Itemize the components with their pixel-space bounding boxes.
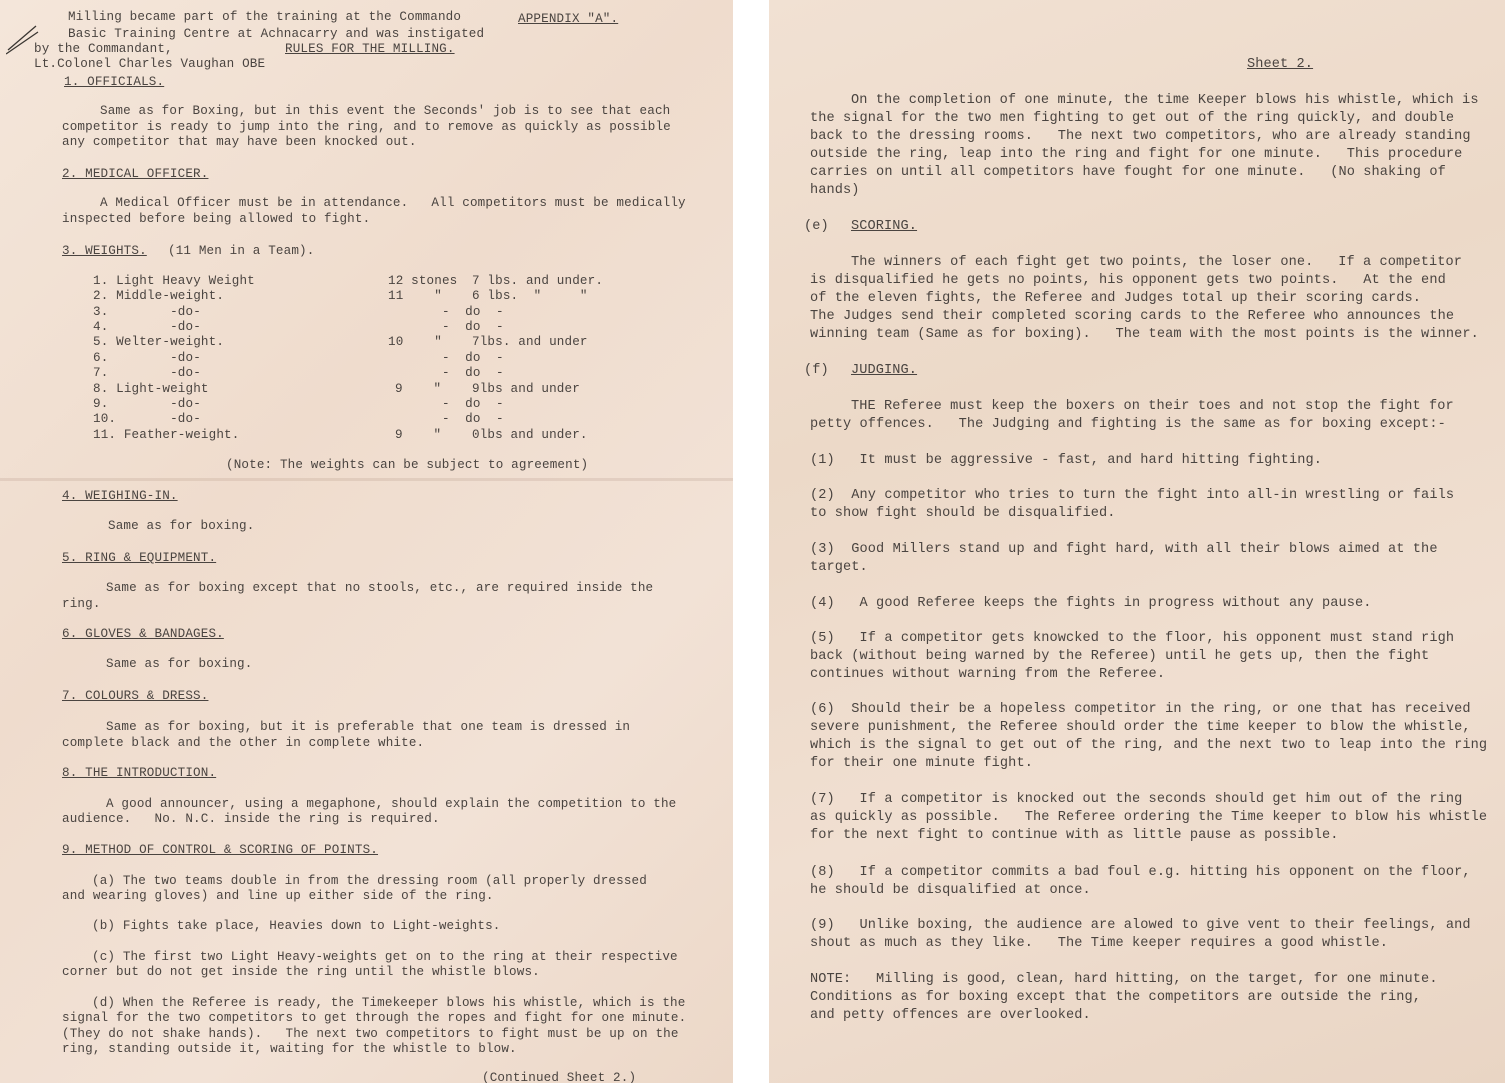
body-line: The winners of each fight get two points, the loser one. If a competitor [851,255,1463,270]
body-line: (a) The two teams double in from the dressing room (all properly dressed [92,874,647,888]
weight-stones: 11 " [388,289,442,303]
note-line: and petty offences are overlooked. [810,1008,1091,1023]
weight-limit: 7 lbs. and under. [472,274,604,288]
document-title: RULES FOR THE MILLING. [285,42,455,56]
body-line: and wearing gloves) and line up either side of the ring. [62,889,494,903]
rule-line: he should be disqualified at once. [810,883,1091,898]
rule-line: shout as much as they like. The Time keeper requires a good whistle. [810,936,1389,951]
note-line: Conditions as for boxing except that the competitors are outside the ring, [810,990,1422,1005]
intro-line: by the Commandant, [34,42,173,56]
body-line: THE Referee must keep the boxers on their toes and not stop the fight for [851,399,1454,414]
subsection-heading: JUDGING. [851,363,918,378]
rule-line: (4) A good Referee keeps the fights in progress without any pause. [810,596,1372,611]
rule-line: (3) Good Millers stand up and fight hard, with all their blows aimed at the [810,542,1438,557]
body-line: On the completion of one minute, the time Keeper blows his whistle, which is [851,93,1479,108]
body-line: Same as for Boxing, but in this event the Seconds' job is to see that each [100,104,671,118]
body-line: complete black and the other in complete white. [62,736,425,750]
body-line: inspected before being allowed to fight. [62,212,371,226]
weight-limit: - do - [442,305,504,319]
rule-line: back (without being warned by the Referee) until he gets up, then the fight [810,649,1430,664]
weight-stones: 12 stones [388,274,458,288]
body-line: competitor is ready to jump into the ring, and to remove as quickly as possible [62,120,671,134]
body-line: (d) When the Referee is ready, the Timekeeper blows his whistle, which is the [92,996,686,1010]
section-heading: 4. WEIGHING-IN. [62,489,178,503]
rule-line: continues without warning from the Referee. [810,667,1166,682]
section-heading: 1. OFFICIALS. [64,75,165,89]
body-line: ring, standing outside it, waiting for the whistle to blow. [62,1042,517,1056]
section-heading: 2. MEDICAL OFFICER. [62,167,209,181]
weight-limit: 0lbs and under. [472,428,588,442]
rule-line: (2) Any competitor who tries to turn the fight into all-in wrestling or fails [810,488,1455,503]
body-line: the signal for the two men fighting to get out of the ring quickly, and double [810,111,1455,126]
body-line: A good announcer, using a megaphone, should explain the competition to the [106,797,677,811]
weight-stones: 10 " [388,335,442,349]
body-line: back to the dressing rooms. The next two competitors, who are already standing [810,129,1471,144]
section-heading: 8. THE INTRODUCTION. [62,766,217,780]
weight-class: 3. -do- [93,305,201,319]
rule-line: (1) It must be aggressive - fast, and hard hitting fighting. [810,453,1322,468]
sheet-2 [769,0,1505,1083]
rule-line: (7) If a competitor is knocked out the seconds should get him out of the ring [810,792,1463,807]
rule-line: for their one minute fight. [810,756,1033,771]
rule-line: for the next fight to continue with as little pause as possible. [810,828,1339,843]
rule-line: severe punishment, the Referee should order the time keeper to blow the whistle, [810,720,1471,735]
rule-line: (6) Should their be a hopeless competitor in the ring, or one that has received [810,702,1471,717]
weight-class: 9. -do- [93,397,201,411]
weight-class: 8. Light-weight [93,382,209,396]
body-line: Same as for boxing except that no stools, etc., are required inside the [106,581,654,595]
weight-class: 7. -do- [93,366,201,380]
page-fold [0,478,733,481]
weight-limit: - do - [442,320,504,334]
rule-line: which is the signal to get out of the ring, and the next two to leap into the ring [810,738,1488,753]
body-line: ring. [62,597,101,611]
body-line: (c) The first two Light Heavy-weights get on to the ring at their respective [92,950,678,964]
section-heading-note: (11 Men in a Team). [168,244,315,258]
body-line: Same as for boxing, but it is preferable that one team is dressed in [106,720,631,734]
weight-limit: - do - [442,366,504,380]
rule-line: target. [810,560,868,575]
section-heading: 3. WEIGHTS. [62,244,147,258]
note-line: NOTE: Milling is good, clean, hard hitting, on the target, for one minute. [810,972,1438,987]
section-heading: 7. COLOURS & DRESS. [62,689,209,703]
body-line: (b) Fights take place, Heavies down to Light-weights. [92,919,501,933]
weight-class: 10. -do- [93,412,201,426]
weight-class: 6. -do- [93,351,201,365]
intro-line: Basic Training Centre at Achnacarry and was instigated [68,27,485,41]
weight-limit: 9lbs and under [472,382,580,396]
intro-line: Milling became part of the training at the Commando [68,10,462,24]
weight-limit: - do - [442,412,504,426]
body-line: signal for the two competitors to get through the ropes and fight for one minute. [62,1011,687,1025]
weight-class: 2. Middle-weight. [93,289,225,303]
weights-note: (Note: The weights can be subject to agreement) [226,458,589,472]
weight-limit: 7lbs. and under [472,335,588,349]
body-line: Same as for boxing. [108,519,255,533]
body-line: outside the ring, leap into the ring and fight for one minute. This procedure [810,147,1463,162]
weight-limit: - do - [442,351,504,365]
body-line: A Medical Officer must be in attendance. All competitors must be medically [100,196,686,210]
subsection-label: (f) [804,363,829,378]
weight-limit: 6 lbs. " " [472,289,588,303]
body-line: (They do not shake hands). The next two competitors to fight must be up on the [62,1027,679,1041]
weight-class: 4. -do- [93,320,201,334]
section-heading: 5. RING & EQUIPMENT. [62,551,217,565]
continued-note: (Continued Sheet 2.) [482,1071,637,1083]
body-line: of the eleven fights, the Referee and Judges total up their scoring cards. [810,291,1422,306]
weight-stones: 9 " [395,428,442,442]
appendix-label: APPENDIX "A". [518,12,619,26]
body-line: audience. No. N.C. inside the ring is required. [62,812,440,826]
subsection-label: (e) [804,219,829,234]
weight-limit: - do - [442,397,504,411]
body-line: The Judges send their completed scoring cards to the Referee who announces the [810,309,1455,324]
body-line: is disqualified he gets no points, his opponent gets two points. At the end [810,273,1446,288]
body-line: carries on until all competitors have fought for one minute. (No shaking of [810,165,1446,180]
rule-line: to show fight should be disqualified. [810,506,1116,521]
weight-class: 5. Welter-weight. [93,335,225,349]
body-line: winning team (Same as for boxing). The team with the most points is the winner. [810,327,1479,342]
body-line: Same as for boxing. [106,657,253,671]
body-line: hands) [810,183,860,198]
section-heading: 6. GLOVES & BANDAGES. [62,627,224,641]
subsection-heading: SCORING. [851,219,918,234]
rule-line: (9) Unlike boxing, the audience are alowed to give vent to their feelings, and [810,918,1471,933]
body-line: corner but do not get inside the ring until the whistle blows. [62,965,540,979]
sheet-1 [0,0,733,1083]
sheet-header: Sheet 2. [1247,57,1314,72]
section-heading: 9. METHOD OF CONTROL & SCORING OF POINTS. [62,843,379,857]
intro-line: Lt.Colonel Charles Vaughan OBE [34,57,266,71]
weight-class: 1. Light Heavy Weight [93,274,255,288]
rule-line: (5) If a competitor gets knowcked to the floor, his opponent must stand righ [810,631,1455,646]
weight-stones: 9 " [395,382,442,396]
rule-line: (8) If a competitor commits a bad foul e.g. hitting his opponent on the floor, [810,865,1471,880]
rule-line: as quickly as possible. The Referee ordering the Time keeper to blow his whistle [810,810,1488,825]
weight-class: 11. Feather-weight. [93,428,240,442]
body-line: petty offences. The Judging and fighting is the same as for boxing except:- [810,417,1446,432]
body-line: any competitor that may have been knocked out. [62,135,417,149]
